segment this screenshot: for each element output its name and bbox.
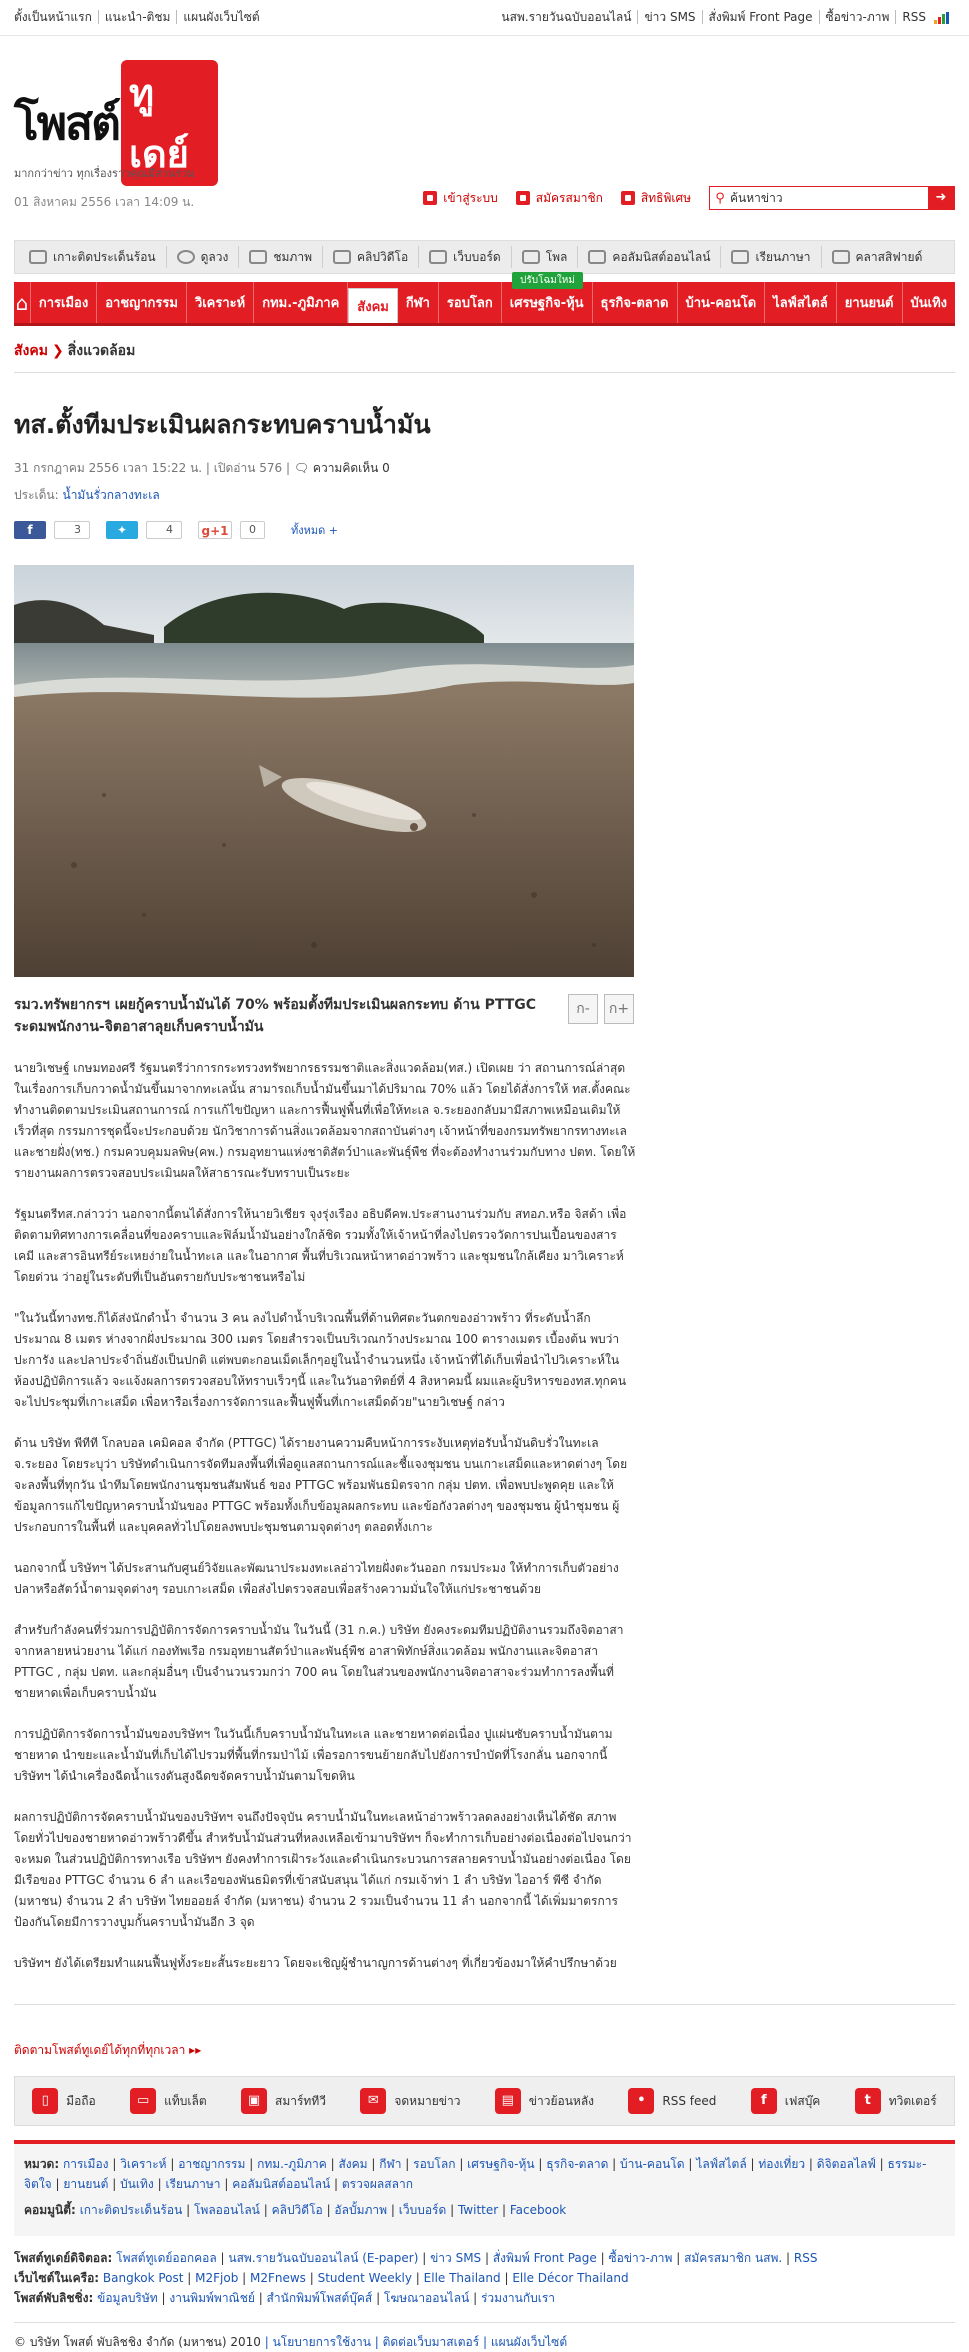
footer-publisher-link[interactable]: งานพิมพ์พาณิชย์ [169,2291,255,2305]
header-actions [423,186,955,210]
rss-feed-icon: • [628,2088,654,2114]
facebook-share-button[interactable]: f [14,521,46,539]
nav-politics[interactable]: การเมือง [31,282,97,323]
footer-network-link[interactable]: M2Fjob [195,2271,239,2285]
article-paragraph: สำหรับกำลังคนที่ร่วมการปฏิบัติการจัดการคราบน้ำมัน ในวันนี้ (31 ก.ค.) บริษัท ยังคงระดมทีมปฏิบัติงานรวมถึงจิตอาสาจากหลายหน่วยงาน ได้แก่ กองทัพเรือ กรมอุทยานสัตว์ป่าและพันธุ์พืช อาสาพิทักษ์สิ่งแวดล้อม พนักงานและจิตอาสา PTTGC , กลุ่ม ปตท. และกลุ่มอื่นๆ เป็นจำนวนรวมกว่า 700 คน โดยในส่วนของพนักงานจิตอาสาจะร่วมทำการลงพื้นที่ชายหาดเพื่อเก็บคราบน้ำมัน [14,1623,624,1700]
copyright-bar: © บริษัท โพสต์ พับลิชชิง จำกัด (มหาชน) 2010 | นโยบายการใช้งาน | ติดต่อเว็บมาสเตอร์ | แผนผังเว็บไซต์ [14,2322,955,2352]
footer-category-link[interactable]: ธรรมะ-จิตใจ [24,2157,927,2191]
facebook-share-count: 3 [54,521,90,539]
mobile-icon: ▯ [32,2088,58,2114]
set-homepage-link[interactable]: ตั้งเป็นหน้าแรก [14,10,99,24]
publisher-row: โพสต์พับลิชชิ่ง: ข้อมูลบริษัท | งานพิมพ์พาณิชย์ | สำนักพิมพ์โพสต์บุ๊คส์ | โฆษณาออนไลน์ | ร่วมงานกับเรา [14,2291,555,2305]
app-mobile[interactable] [32,2088,96,2114]
gplus-button[interactable] [198,521,232,539]
eye-icon [177,250,195,264]
toolbar-label: เรียนภาษา [755,249,811,264]
article-paragraph: "ในวันนี้ทางทช.ก็ได้ส่งนักดำน้ำ จำนวน 3 คน ลงไปดำน้ำบริเวณพื้นที่ด้านทิศตะวันตกของอ่าวพร้าว ที่ระดับน้ำลึกประมาณ 8 เมตร ห่างจากฝั่งประมาณ 300 เมตร โดยสำรวจเป็นบริเวณกว้างประมาณ 100 ตารางเมตร เบื้องต้น พบว่าปะการัง และปลาประจำถิ่นยังเป็นปกติ แต่พบตะกอนเม็ดเล็กๆอยู่ในน้ำจำนวนหนึ่ง เจ้าหน้าที่ได้เก็บเพื่อนำไปวิเคราะห์ในห้องปฏิบัติการแล้ว จะแจ้งผลการตรวจสอบให้ทราบเร็วๆนี้ และในวันอาทิตย์ที่ 4 สิงหาคมนี้ ผมและผู้บริหารของทส.ทุกคนจะไปประชุมที่เกาะเสม็ด เพื่อหารือเรื่องการจัดการและฟื้นฟูพื้นที่เกาะเสม็ดด้วย"นายวิเชษฐ์ กล่าว [14,1311,627,1409]
footer-facebook-link[interactable]: Facebook [509,2203,567,2217]
logo-text-part2: ทูเดย์ [121,60,218,186]
footer-publisher-link[interactable]: ร่วมงานกับเรา [480,2291,555,2305]
article-photo [14,565,634,977]
site-tagline: มากกว่าข่าว ทุกเรื่องราวคุณมีส่วนร่วม [14,167,195,180]
toolbar-webboard[interactable] [419,246,512,268]
issue-label: ประเด็น: [14,488,59,502]
hot-issues-icon [29,250,47,264]
footer-community-link[interactable]: เว็บบอร์ด [398,2203,447,2217]
app-newsletter[interactable] [360,2088,460,2114]
footer-network-link[interactable]: Bangkok Post [102,2271,184,2285]
footer-network-link[interactable]: Elle Décor Thailand [512,2271,629,2285]
article-title: ทส.ตั้งทีมประเมินผลกระทบคราบน้ำมัน [14,410,431,439]
toolbar-label: คลิปวิดีโอ [356,249,409,264]
current-date: 01 สิงหาคม 2556 เวลา 14:09 น. [14,195,195,209]
footer-digital-link[interactable]: นสพ.รายวันฉบับออนไลน์ (E-paper) [228,2251,419,2265]
nav-entertainment[interactable]: บันเทิง [910,296,947,311]
rss-icon [930,12,949,24]
footer-twitter-link[interactable]: Twitter [457,2203,499,2217]
copyright-text: © บริษัท โพสต์ พับลิชชิง จำกัด (มหาชน) 2010 [14,2335,261,2349]
register-button[interactable] [516,189,603,208]
poll-icon [522,250,540,264]
footer-digital-link[interactable]: สั่งพิมพ์ Front Page [492,2251,597,2265]
footer-category-link[interactable]: การเมือง [62,2157,109,2171]
rss-label: RSS [902,10,926,24]
lock-icon [423,191,437,205]
footer-category-link[interactable]: ท่องเที่ยว [758,2157,806,2171]
footer-category-link[interactable]: เศรษฐกิจ-หุ้น [467,2157,535,2171]
gplus-icon: g [201,524,211,538]
video-icon [333,250,351,264]
footer-community-link[interactable]: อัลบั้มภาพ [334,2203,388,2217]
cart-icon [832,250,850,264]
article-paragraph: ด้าน บริษัท พีทีที โกลบอล เคมิคอล จำกัด (PTTGC) ได้รายงานความคืบหน้าการระงับเหตุท่อรับน้ำมันดิบรั่วในทะเล จ.ระยอง โดยระบุว่า บริษัทดำเนินการจัดทีมลงพื้นที่เพื่อดูแลสถานการณ์และชี้แจงชุมชน บนเกาะเสม็ดและหาดต่างๆ โดยจะลงพื้นที่ทุกวัน นำทีมโดยพนักงานชุมชนสัมพันธ์ ของ PTTGC พร้อมพันธมิตรจาก กลุ่ม ปตท. เพื่อพบปะพูดคุย และให้ข้อมูลการแก้ไขปัญหาคราบน้ำมันของ PTTGC พร้อมทั้งเก็บข้อมูลผลกระทบ และข้อกังวลต่างๆ ของชุมชน ผู้นำชุมชน ผู้ประกอบการในพื้นที่ และบุคคลทั่วไปโดยลงพบปะชุมชนตามจุดต่างๆ ตลอดทั้งเกาะ [14,1436,628,1534]
privilege-icon [621,191,635,205]
footer-publisher-link[interactable]: ข้อมูลบริษัท [97,2291,158,2305]
buy-news-link[interactable]: ซื้อข่าว-ภาพ [820,10,897,24]
toolbar-label: เว็บบอร์ด [453,249,501,264]
toolbar-photos[interactable] [239,246,323,268]
article-paragraph: นายวิเชษฐ์ เกษมทองศรี รัฐมนตรีว่าการกระทรวงทรัพยากรธรรมชาติและสิ่งแวดล้อม(ทส.) เปิดเผย ว่า สถานการณ์ล่าสุดในเรื่องการเก็บกวาดน้ำมันขึ้นมาจากทะเลนั้น สามารถเก็บน้ำมันขึ้นมาได้ปริมาณ 70% แล้ว โดยได้สั่งการให้ ทส.ตั้งคณะทำงานติดตามประเมินสถานการณ์ การแก้ไขปัญหา และการฟื้นฟูพื้นที่เพื่อให้ทะเล จ.ระยองกลับมามีสภาพเหมือนเดิมให้เร็วที่สุด กรรมการชุดนี้จะประกอบด้วย นักวิชาการด้านสิ่งแวดล้อมจากสถาบันต่างๆ เจ้าหน้าที่ของกรมทรัพยากรทางทะเลและชายฝั่ง(ทช.) กรมควบคุมมลพิษ(คพ.) กรมอุทยานแห่งชาติสัตว์ป่าและพันธุ์พืช ที่จะต้องทำงานร่วมกับทาง ปตท. โดยให้รายงานผลการตรวจสอบประเมินผลให้สาธารณะรับทราบเป็นระยะ [14,1061,636,1180]
comments-label: ความคิดเห็น 0 [312,461,390,475]
breadcrumb-sub[interactable]: สิ่งแวดล้อม [67,343,136,359]
article-paragraph: ผลการปฏิบัติการจัดคราบน้ำมันของบริษัทฯ จนถึงปัจจุบัน คราบน้ำมันในทะเลหน้าอ่าวพร้าวลดลงอย่างเห็นได้ชัด สภาพโดยทั่วไปของชายหาดอ่าวพร้าวดีขึ้น สำหรับน้ำมันส่วนที่หลงเหลือเข้ามาบริษัทฯ ก็จะทำการเก็บอย่างต่อเนื่องต่อไปจนกว่าจะหมด ในส่วนปฏิบัติการทางเรือ บริษัทฯ ยังคงทำการเฝ้าระวังและดำเนินกระบวนการสลายคราบน้ำมันอย่างต่อเนื่อง โดยมีเรือของ PTTGC จำนวน 6 ลำ และเรือของพันธมิตรที่เข้าสนับสนุน ได้แก่ กรมเจ้าท่า 1 ลำ บริษัท ไออาร์ พีซี จำกัด (มหาชน) จำนวน 2 ลำ บริษัท ไทยออยล์ จำกัด (มหาชน) จำนวน 2 รวมเป็นจำนวน 11 ลำ นอกจากนี้ ได้เพิ่มมาตรการป้องกันโดยมีการวางบูมกั้นคราบน้ำมันอีก 3 จุด [14,1810,632,1929]
login-label: เข้าสู่ระบบ [443,190,498,205]
footer-publisher-link[interactable]: โฆษณาออนไลน์ [383,2291,470,2305]
nav-economy[interactable]: เศรษฐกิจ-หุ้น [502,282,593,323]
footer-categories [14,2140,955,2236]
terms-link[interactable]: นโยบายการใช้งาน [272,2335,371,2349]
toolbar-classified[interactable] [822,246,933,268]
footer-category-link[interactable]: บ้าน-คอนโด [620,2157,685,2171]
nav-bangkok-regional[interactable]: กทม.-ภูมิภาค [254,282,348,323]
footer-category-link[interactable]: บันเทิง [120,2177,154,2191]
lead-paragraph: รมว.ทรัพยากรฯ เผยกู้คราบน้ำมันได้ 70% พร้อมตั้งทีมประเมินผลกระทบ ด้าน PTTGC ระดมพนักงาน-จิตอาสาลุยเก็บคราบน้ำมัน [14,997,537,1035]
network-row: เว็บไซต์ในเครือ: Bangkok Post | M2Fjob | M2Fnews | Student Weekly | Elle Thailand | Elle Décor Thailand [14,2271,629,2285]
app-smarttv[interactable] [241,2088,326,2114]
app-facebook[interactable] [751,2088,821,2114]
app-twitter[interactable] [855,2088,937,2114]
archive-icon: ▤ [495,2088,521,2114]
article-body [14,1058,955,1974]
footer-category-link[interactable]: รอบโลก [413,2157,456,2171]
app-label: ทวิตเตอร์ [888,2093,937,2108]
toolbar-label: เกาะติดประเด็นร้อน [53,249,156,264]
app-label: จดหมายข่าว [394,2093,461,2108]
nav-analysis[interactable]: วิเคราะห์ [187,282,254,323]
search-icon: ⚲ [715,190,725,206]
digital-row: โพสต์ทูเดย์ดิจิตอล: โพสต์ทูเดย์ออกคอล | นสพ.รายวันฉบับออนไลน์ (E-paper) | ข่าว SMS | สั่งพิมพ์ Front Page | ซื้อข่าว-ภาพ | สมัครสมาชิก นสพ. | RSS [14,2251,818,2265]
article-lead [14,994,634,1038]
toolbar-language[interactable] [721,246,821,268]
share-all-link[interactable]: ทั้งหมด + [291,524,338,537]
tablet-icon: ▭ [130,2088,156,2114]
twitter-share-count: 4 [146,521,182,539]
toolbar-columnists[interactable] [578,246,721,268]
tv-icon: ▣ [241,2088,267,2114]
top-links-right [495,8,955,27]
footer-category-link[interactable]: ยานยนต์ [63,2177,109,2191]
toolbar-label: คลาสสิฟายด์ [855,249,923,264]
toolbar-video[interactable] [323,246,419,268]
footer-category-link[interactable]: กทม.-ภูมิภาค [257,2157,327,2171]
app-label: เฟสบุ๊ค [784,2093,821,2108]
front-page-link[interactable]: สั่งพิมพ์ Front Page [703,10,820,24]
article-paragraph: บริษัทฯ ยังได้เตรียมทำแผนฟื้นฟูทั้งระยะสั้นระยะยาว โดยจะเชิญผู้ชำนาญการด้านต่างๆ ที่เกี่ยวข้องมาให้คำปรึกษาด้วย [14,1956,617,1970]
toolbar-hot-issues[interactable] [19,246,167,268]
register-label: สมัครสมาชิก [535,190,603,205]
font-increase-button[interactable]: ก+ [604,994,634,1024]
footer-community-link[interactable]: โพลออนไลน์ [193,2203,260,2217]
footer-category-link[interactable]: ธุรกิจ-ตลาด [546,2157,609,2171]
facebook-icon: f [751,2088,777,2114]
webboard-icon [429,250,447,264]
share-bar [14,519,955,541]
app-tablet[interactable] [130,2088,207,2114]
site-header [0,36,969,209]
nav-business[interactable]: ธุรกิจ-ตลาด [593,282,678,323]
nav-auto[interactable]: ยานยนต์ [837,282,903,323]
article-date-views: 31 กรกฎาคม 2556 เวลา 15:22 น. | เปิดอ่าน 576 | [14,461,291,475]
font-decrease-button[interactable]: ก- [568,994,598,1024]
digital-label: โพสต์ทูเดย์ดิจิตอล: [14,2251,113,2265]
pen-icon [588,250,606,264]
category-row: หมวด: การเมือง | วิเคราะห์ | อาชญากรรม | กทม.-ภูมิภาค | สังคม | กีฬา | รอบโลก | เศรษฐกิจ-หุ้น | ธุรกิจ-ตลาด | บ้าน-คอนโด | ไลฟ์สไตล์ | ท่องเที่ยว | ดิจิตอลไลฟ์ | ธรรมะ-จิตใจ | ยานยนต์ | บันเทิง | เรียนภาษา | คอลัมนิสต์ออนไลน์ | ตรวจผลสลาก [24,2157,927,2191]
rss-link[interactable] [896,10,955,24]
footer-digital-link[interactable]: RSS [793,2251,818,2265]
publisher-label: โพสต์พับลิชชิ่ง: [14,2291,94,2305]
mail-icon: ✉ [360,2088,386,2114]
follow-us-heading: ติดตามโพสต์ทูเดย์ได้ทุกที่ทุกเวลา ▸▸ [14,2043,202,2057]
footer-category-link[interactable]: เรียนภาษา [165,2177,221,2191]
home-icon[interactable]: ⌂ [14,282,31,323]
logo-text-part1: โพสต์ [14,95,119,150]
gplus-count: 0 [240,521,265,539]
font-size-controls [568,994,634,1038]
privilege-button[interactable] [621,189,691,208]
footer-digital-link[interactable]: ซื้อข่าว-ภาพ [608,2251,673,2265]
toolbar-label: ชมภาพ [273,249,312,264]
search-submit-button[interactable]: ➜ [928,187,954,209]
twitter-share-button[interactable]: ✦ [106,521,138,539]
toolbar-poll[interactable] [512,246,579,268]
community-row: คอมมูนิตี้: เกาะติดประเด็นร้อน | โพลออนไลน์ | คลิปวิดีโอ | อัลบั้มภาพ | เว็บบอร์ด | Twitter | Facebook [24,2203,567,2217]
nav-sports[interactable]: กีฬา [398,282,439,323]
footer-links [14,2248,955,2308]
app-label: แท็บเล็ต [164,2093,207,2108]
footer-category-link[interactable]: ดิจิตอลไลฟ์ [816,2157,876,2171]
app-label: มือถือ [66,2093,96,2108]
article-paragraph: การปฏิบัติการจัดการน้ำมันของบริษัทฯ ในวันนี้เก็บคราบน้ำมันในทะเล และชายหาดต่อเนื่อง ปูแผ่นซับคราบน้ำมันตามชายหาด นำขยะและน้ำมันที่เก็บได้ไปรวมที่พื้นที่กรมป่าไม้ เพื่อรอการขนย้ายกลับไปยังการบำบัดที่โรงกลั่น นอกจากนี้ บริษัทฯ ได้นำเครื่องฉีดน้ำแรงดันสูงฉีดขจัดคราบน้ำมันตามโขดหิน [14,1727,613,1783]
app-archive[interactable] [495,2088,594,2114]
top-links-left [14,8,266,27]
search-box [709,186,955,210]
footer-category-link[interactable]: วิเคราะห์ [120,2157,167,2171]
footer-network-link[interactable]: M2Fnews [249,2271,306,2285]
footer-network-link[interactable]: Elle Thailand [423,2271,501,2285]
article-issue [14,486,955,505]
nav-crime[interactable]: อาชญากรรม [97,282,187,323]
epaper-link[interactable]: นสพ.รายวันฉบับออนไลน์ [495,10,638,24]
breadcrumb [14,340,955,373]
toolbar-label: ดูลวง [200,249,229,264]
nav-world[interactable]: รอบโลก [439,282,502,323]
webmaster-link[interactable]: ติดต่อเว็บมาสเตอร์ [382,2335,480,2349]
camera-icon [249,250,267,264]
footer-category-link[interactable]: สังคม [338,2157,368,2171]
nav-lifestyle[interactable]: ไลฟ์สไตล์ [765,282,837,323]
toolbar-label: คอลัมนิสต์ออนไลน์ [612,249,711,264]
chevron-right-icon: ❯ [51,343,64,359]
footer-community-link[interactable]: เกาะติดประเด็นร้อน [79,2203,183,2217]
footer-digital-link[interactable]: ข่าว SMS [430,2251,482,2265]
footer-digital-link[interactable]: โพสต์ทูเดย์ออกคอล [116,2251,217,2265]
login-button[interactable] [423,189,498,208]
toolbar-watch[interactable] [167,246,240,268]
footer-sitemap-link[interactable]: แผนผังเว็บไซต์ [490,2335,568,2349]
article-paragraph: นอกจากนี้ บริษัทฯ ได้ประสานกับศูนย์วิจัยและพัฒนาประมงทะเลอ่าวไทยฝั่งตะวันออก กรมประมง ให้ทำการเก็บตัวอย่างปลาหรือสัตว์น้ำตามจุดต่างๆ รอบเกาะเสม็ด เพื่อส่งไปตรวจสอบเพื่อสร้างความมั่นใจให้แก่ประชาชนด้วย [14,1561,619,1596]
footer-network-link[interactable]: Student Weekly [317,2271,412,2285]
category-label: หมวด: [24,2157,60,2171]
app-label: RSS feed [662,2094,717,2108]
footer-category-link[interactable]: อาชญากรรม [178,2157,246,2171]
privilege-label: สิทธิพิเศษ [640,190,691,205]
member-icon [516,191,530,205]
top-utility-bar [0,0,969,36]
footer-community-link[interactable]: คลิปวิดีโอ [271,2203,323,2217]
issue-link[interactable]: น้ำมันรั่วกลางทะเล [62,488,160,502]
footer-category-link[interactable]: กีฬา [379,2157,402,2171]
sms-news-link[interactable]: ข่าว SMS [638,10,702,24]
toolbar-label: โพล [545,249,568,264]
breadcrumb-section[interactable]: สังคม [14,343,48,359]
main-nav [14,275,955,326]
gplus-label: +1 [210,524,229,538]
footer-category-link[interactable]: คอลัมนิสต์ออนไลน์ [232,2177,331,2191]
nav-property[interactable]: บ้าน-คอนโด [678,282,766,323]
comments-link[interactable]: 🗨 ความคิดเห็น 0 [293,461,390,475]
app-label: ข่าวย้อนหลัง [528,2093,595,2108]
article-paragraph: รัฐมนตรีทส.กล่าวว่า นอกจากนี้ตนได้สั่งการให้นายวิเชียร จุงรุ่งเรือง อธิบดีคพ.ประสานงานร่วมกับ สทอภ.หรือ จิสด้า เพื่อติดตามทิศทางการเคลื่อนที่ของคราบและฟิล์มน้ำมันอย่างใกล้ชิด รวมทั้งให้เจ้าหน้าที่ลงไปตรวจวัดการปนเปื้อนของสารเคมี และสารอินทรีย์ระเหยง่ายในน้ำทะเล และในอากาศ พื้นที่บริเวณหน้าหาดอ่าวพร้าว และชุมชนใกล้เคียง มาวิเคราะห์โดยด่วน ว่าอยู่ในระดับที่เป็นอันตรายกับประชาชนหรือไม่ [14,1207,627,1284]
community-label: คอมมูนิตี้: [24,2203,76,2217]
new-look-badge: ปรับโฉมใหม่ [512,272,583,289]
network-label: เว็บไซต์ในเครือ: [14,2271,100,2285]
article [14,405,955,2005]
feature-toolbar [14,240,955,274]
footer-category-link[interactable]: ไลฟ์สไตล์ [696,2157,747,2171]
search-input[interactable] [730,191,928,205]
feedback-link[interactable]: แนะนำ-ติชม [99,10,178,24]
footer-publisher-link[interactable]: สำนักพิมพ์โพสต์บุ๊คส์ [266,2291,373,2305]
app-links-bar [14,2076,955,2126]
sitemap-link[interactable]: แผนผังเว็บไซต์ [183,10,260,24]
footer-category-link[interactable]: ตรวจผลสลาก [341,2177,413,2191]
book-icon [731,250,749,264]
article-meta [14,459,955,478]
app-label: สมาร์ททีวี [275,2093,326,2108]
footer-digital-link[interactable]: สมัครสมาชิก นสพ. [684,2251,783,2265]
twitter-icon: t [855,2088,881,2114]
nav-society[interactable]: สังคม [348,288,398,323]
app-rss[interactable] [628,2088,716,2114]
